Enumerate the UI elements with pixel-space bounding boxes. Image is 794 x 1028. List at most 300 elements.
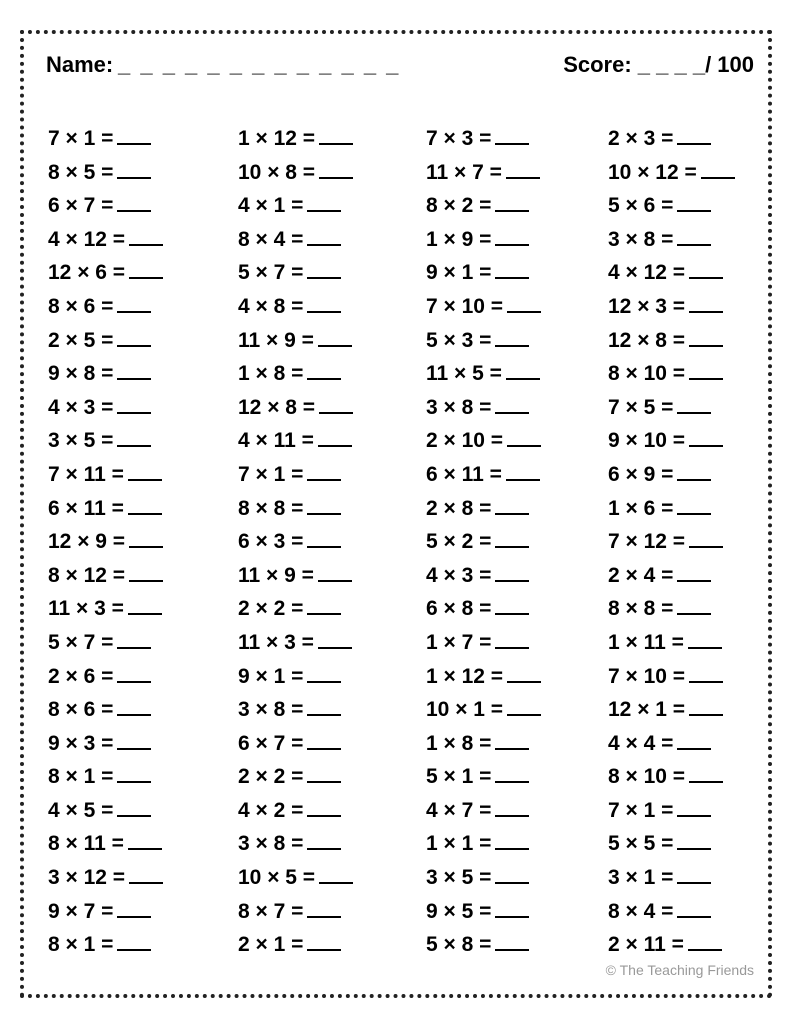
problem-row — [426, 492, 608, 526]
answer-blank[interactable] — [495, 125, 529, 145]
problem-row — [426, 122, 608, 156]
answer-blank[interactable] — [307, 830, 341, 850]
problem-expression: 11 × 5 = — [426, 362, 502, 386]
problem-row — [608, 895, 758, 929]
problem-expression: 4 × 1 = — [238, 194, 304, 218]
problem-expression: 8 × 4 = — [608, 899, 674, 923]
problem-row — [48, 324, 238, 358]
problem-expression: 6 × 11 = — [48, 496, 124, 520]
answer-blank[interactable] — [689, 763, 723, 783]
problem-row — [608, 122, 758, 156]
answer-blank[interactable] — [307, 495, 341, 515]
problem-expression: 3 × 8 = — [238, 832, 304, 856]
answer-blank[interactable] — [307, 293, 341, 313]
problem-row — [426, 223, 608, 257]
answer-blank[interactable] — [129, 226, 163, 246]
answer-blank[interactable] — [689, 528, 723, 548]
problem-row — [426, 861, 608, 895]
problem-expression: 11 × 3 = — [48, 597, 124, 621]
problem-row — [48, 256, 238, 290]
answer-blank[interactable] — [689, 327, 723, 347]
answer-blank[interactable] — [677, 192, 711, 212]
answer-blank[interactable] — [689, 360, 723, 380]
problem-expression: 10 × 5 = — [238, 866, 316, 890]
problem-expression: 6 × 9 = — [608, 462, 674, 486]
problem-column-2 — [238, 122, 426, 962]
answer-blank[interactable] — [677, 461, 711, 481]
answer-blank[interactable] — [307, 663, 341, 683]
answer-blank[interactable] — [318, 562, 352, 582]
problem-row — [608, 391, 758, 425]
problem-expression: 8 × 6 = — [48, 294, 114, 318]
problem-expression: 5 × 7 = — [238, 261, 304, 285]
problem-expression: 5 × 3 = — [426, 328, 492, 352]
answer-blank[interactable] — [307, 360, 341, 380]
answer-blank[interactable] — [307, 898, 341, 918]
answer-blank[interactable] — [677, 562, 711, 582]
problem-expression: 1 × 6 = — [608, 496, 674, 520]
problem-row — [48, 827, 238, 861]
problem-row — [48, 928, 238, 962]
problem-expression: 1 × 7 = — [426, 630, 492, 654]
problem-expression: 8 × 8 = — [238, 496, 304, 520]
problem-expression: 3 × 5 = — [48, 429, 114, 453]
problem-row — [426, 794, 608, 828]
problem-row — [48, 592, 238, 626]
answer-blank[interactable] — [701, 159, 735, 179]
answer-blank[interactable] — [128, 461, 162, 481]
problem-expression: 1 × 11 = — [608, 630, 684, 654]
problem-expression: 8 × 12 = — [48, 563, 126, 587]
answer-blank[interactable] — [495, 864, 529, 884]
problem-expression: 5 × 8 = — [426, 933, 492, 957]
answer-blank[interactable] — [677, 394, 711, 414]
problem-expression: 4 × 7 = — [426, 798, 492, 822]
problem-expression: 6 × 8 = — [426, 597, 492, 621]
problem-row — [48, 122, 238, 156]
copyright-footer: © The Teaching Friends — [605, 962, 754, 978]
problem-row — [48, 727, 238, 761]
answer-blank[interactable] — [677, 595, 711, 615]
answer-blank[interactable] — [117, 327, 151, 347]
problem-row — [48, 626, 238, 660]
problem-row — [238, 827, 426, 861]
answer-blank[interactable] — [307, 696, 341, 716]
problem-row — [238, 223, 426, 257]
problem-expression: 7 × 1 = — [48, 127, 114, 150]
problem-row — [48, 189, 238, 223]
problem-row — [238, 324, 426, 358]
answer-blank[interactable] — [495, 495, 529, 515]
problem-expression: 11 × 3 = — [238, 630, 314, 654]
problem-expression: 1 × 8 = — [238, 362, 304, 386]
problem-expression: 2 × 4 = — [608, 563, 674, 587]
problem-row — [238, 391, 426, 425]
problem-column-4 — [608, 122, 758, 962]
problem-column-3 — [426, 122, 608, 962]
problem-row — [238, 458, 426, 492]
problem-expression: 3 × 12 = — [48, 866, 126, 890]
problem-row — [238, 760, 426, 794]
problem-expression: 3 × 8 = — [426, 395, 492, 419]
problem-row — [608, 324, 758, 358]
problem-expression: 3 × 5 = — [426, 866, 492, 890]
answer-blank[interactable] — [689, 696, 723, 716]
problem-expression: 2 × 6 = — [48, 664, 114, 688]
problem-row — [48, 693, 238, 727]
problem-expression: 4 × 5 = — [48, 798, 114, 822]
answer-blank[interactable] — [307, 192, 341, 212]
problem-expression: 6 × 11 = — [426, 462, 502, 486]
problem-row — [238, 156, 426, 190]
answer-blank[interactable] — [507, 663, 541, 683]
answer-blank[interactable] — [129, 528, 163, 548]
problem-expression: 5 × 2 = — [426, 530, 492, 554]
problem-row — [426, 290, 608, 324]
problem-expression: 8 × 8 = — [608, 597, 674, 621]
problem-row — [608, 827, 758, 861]
problem-expression: 9 × 10 = — [608, 429, 686, 453]
problem-row — [426, 525, 608, 559]
answer-blank[interactable] — [677, 495, 711, 515]
answer-blank[interactable] — [677, 864, 711, 884]
answer-blank[interactable] — [495, 192, 529, 212]
worksheet-header — [46, 52, 754, 82]
answer-blank[interactable] — [677, 730, 711, 750]
answer-blank[interactable] — [129, 864, 163, 884]
problem-expression: 11 × 9 = — [238, 563, 314, 587]
answer-blank[interactable] — [319, 125, 353, 145]
answer-blank[interactable] — [117, 427, 151, 447]
answer-blank[interactable] — [495, 528, 529, 548]
problem-row — [608, 290, 758, 324]
answer-blank[interactable] — [117, 696, 151, 716]
problem-expression: 1 × 12 = — [426, 664, 504, 688]
problem-expression: 8 × 4 = — [238, 227, 304, 251]
problem-expression: 1 × 8 = — [426, 731, 492, 755]
problem-row — [48, 895, 238, 929]
answer-blank[interactable] — [307, 461, 341, 481]
problem-row — [48, 760, 238, 794]
answer-blank[interactable] — [307, 797, 341, 817]
problem-expression: 3 × 8 = — [608, 227, 674, 251]
answer-blank[interactable] — [495, 595, 529, 615]
problem-row — [48, 794, 238, 828]
answer-blank[interactable] — [506, 159, 540, 179]
problem-row — [48, 424, 238, 458]
problem-expression: 7 × 11 = — [48, 462, 124, 486]
problem-row — [608, 861, 758, 895]
problem-expression: 9 × 1 = — [238, 664, 304, 688]
problem-expression: 9 × 5 = — [426, 899, 492, 923]
problem-row — [426, 458, 608, 492]
answer-blank[interactable] — [117, 797, 151, 817]
problem-row — [608, 928, 758, 962]
problem-expression: 7 × 1 = — [608, 798, 674, 822]
answer-blank[interactable] — [307, 931, 341, 951]
answer-blank[interactable] — [128, 595, 162, 615]
answer-blank[interactable] — [117, 730, 151, 750]
problem-expression: 12 × 8 = — [608, 328, 686, 352]
answer-blank[interactable] — [688, 931, 722, 951]
problem-row — [238, 122, 426, 156]
name-label: Name: — [46, 52, 114, 77]
answer-blank[interactable] — [495, 898, 529, 918]
problem-expression: 9 × 1 = — [426, 261, 492, 285]
answer-blank[interactable] — [677, 797, 711, 817]
answer-blank[interactable] — [318, 427, 352, 447]
problem-row — [608, 458, 758, 492]
answer-blank[interactable] — [307, 226, 341, 246]
answer-blank[interactable] — [688, 629, 722, 649]
answer-blank[interactable] — [495, 629, 529, 649]
answer-blank[interactable] — [677, 898, 711, 918]
problem-expression: 11 × 7 = — [426, 160, 502, 184]
answer-blank[interactable] — [495, 730, 529, 750]
problem-expression: 10 × 12 = — [608, 160, 697, 184]
answer-blank[interactable] — [495, 394, 529, 414]
answer-blank[interactable] — [318, 327, 352, 347]
problem-expression: 7 × 5 = — [608, 395, 674, 419]
problem-row — [608, 256, 758, 290]
problem-row — [608, 357, 758, 391]
problem-expression: 8 × 6 = — [48, 698, 114, 722]
problem-expression: 8 × 11 = — [48, 832, 124, 856]
problem-row — [238, 660, 426, 694]
problem-expression: 9 × 3 = — [48, 731, 114, 755]
answer-blank[interactable] — [117, 629, 151, 649]
problem-row — [426, 626, 608, 660]
answer-blank[interactable] — [117, 125, 151, 145]
answer-blank[interactable] — [117, 293, 151, 313]
problem-row — [426, 424, 608, 458]
problem-row — [426, 156, 608, 190]
answer-blank[interactable] — [506, 360, 540, 380]
answer-blank[interactable] — [117, 394, 151, 414]
problem-row — [238, 727, 426, 761]
problem-expression: 4 × 4 = — [608, 731, 674, 755]
problem-expression: 6 × 3 = — [238, 530, 304, 554]
problem-row — [608, 727, 758, 761]
problem-row — [608, 794, 758, 828]
problem-row — [426, 256, 608, 290]
answer-blank[interactable] — [689, 293, 723, 313]
answer-blank[interactable] — [495, 259, 529, 279]
answer-blank[interactable] — [307, 730, 341, 750]
answer-blank[interactable] — [689, 259, 723, 279]
problem-row — [238, 357, 426, 391]
problem-row — [426, 693, 608, 727]
answer-blank[interactable] — [689, 663, 723, 683]
problem-expression: 1 × 12 = — [238, 127, 316, 150]
problem-expression: 4 × 12 = — [608, 261, 686, 285]
problem-expression: 12 × 3 = — [608, 294, 686, 318]
problem-expression: 12 × 8 = — [238, 395, 316, 419]
answer-blank[interactable] — [677, 125, 711, 145]
problem-expression: 2 × 3 = — [608, 127, 674, 150]
problem-expression: 8 × 1 = — [48, 933, 114, 957]
problem-row — [608, 525, 758, 559]
problem-row — [48, 525, 238, 559]
problem-expression: 1 × 1 = — [426, 832, 492, 856]
problem-row — [238, 492, 426, 526]
answer-blank[interactable] — [495, 931, 529, 951]
problem-expression: 2 × 5 = — [48, 328, 114, 352]
problem-expression: 9 × 8 = — [48, 362, 114, 386]
answer-blank[interactable] — [495, 562, 529, 582]
answer-blank[interactable] — [307, 528, 341, 548]
problem-expression: 5 × 6 = — [608, 194, 674, 218]
problem-row — [238, 794, 426, 828]
problem-row — [238, 861, 426, 895]
problem-expression: 5 × 5 = — [608, 832, 674, 856]
answer-blank[interactable] — [307, 763, 341, 783]
problem-expression: 12 × 6 = — [48, 261, 126, 285]
problem-row — [238, 559, 426, 593]
problem-expression: 4 × 2 = — [238, 798, 304, 822]
problem-grid — [48, 122, 758, 962]
problem-row — [608, 424, 758, 458]
answer-blank[interactable] — [117, 192, 151, 212]
answer-blank[interactable] — [677, 830, 711, 850]
problem-row — [238, 928, 426, 962]
answer-blank[interactable] — [128, 495, 162, 515]
problem-expression: 8 × 5 = — [48, 160, 114, 184]
problem-expression: 12 × 1 = — [608, 698, 686, 722]
problem-row — [48, 223, 238, 257]
problem-row — [608, 626, 758, 660]
problem-row — [426, 827, 608, 861]
problem-expression: 8 × 1 = — [48, 765, 114, 789]
problem-row — [48, 357, 238, 391]
answer-blank[interactable] — [129, 259, 163, 279]
answer-blank[interactable] — [307, 595, 341, 615]
answer-blank[interactable] — [318, 629, 352, 649]
answer-blank[interactable] — [495, 763, 529, 783]
problem-expression: 7 × 10 = — [426, 294, 504, 318]
answer-blank[interactable] — [128, 830, 162, 850]
problem-row — [238, 256, 426, 290]
answer-blank[interactable] — [495, 797, 529, 817]
problem-expression: 5 × 7 = — [48, 630, 114, 654]
problem-expression: 2 × 8 = — [426, 496, 492, 520]
problem-expression: 6 × 7 = — [48, 194, 114, 218]
problem-row — [238, 626, 426, 660]
problem-expression: 4 × 12 = — [48, 227, 126, 251]
problem-row — [608, 760, 758, 794]
answer-blank[interactable] — [677, 226, 711, 246]
problem-expression: 2 × 10 = — [426, 429, 504, 453]
problem-expression: 4 × 3 = — [426, 563, 492, 587]
answer-blank[interactable] — [307, 259, 341, 279]
problem-row — [426, 928, 608, 962]
problem-expression: 6 × 7 = — [238, 731, 304, 755]
problem-row — [426, 357, 608, 391]
problem-row — [608, 559, 758, 593]
problem-expression: 5 × 1 = — [426, 765, 492, 789]
problem-row — [238, 290, 426, 324]
problem-expression: 4 × 8 = — [238, 294, 304, 318]
answer-blank[interactable] — [495, 830, 529, 850]
answer-blank[interactable] — [117, 763, 151, 783]
problem-expression: 7 × 10 = — [608, 664, 686, 688]
problem-expression: 7 × 12 = — [608, 530, 686, 554]
problem-row — [48, 492, 238, 526]
problem-expression: 3 × 8 = — [238, 698, 304, 722]
problem-row — [426, 660, 608, 694]
problem-row — [608, 693, 758, 727]
answer-blank[interactable] — [495, 226, 529, 246]
problem-row — [238, 592, 426, 626]
answer-blank[interactable] — [689, 427, 723, 447]
answer-blank[interactable] — [117, 360, 151, 380]
problem-expression: 2 × 11 = — [608, 933, 684, 957]
problem-row — [426, 727, 608, 761]
answer-blank[interactable] — [507, 696, 541, 716]
answer-blank[interactable] — [319, 159, 353, 179]
problem-expression: 10 × 1 = — [426, 698, 504, 722]
answer-blank[interactable] — [319, 394, 353, 414]
problem-expression: 7 × 1 = — [238, 462, 304, 486]
answer-blank[interactable] — [117, 931, 151, 951]
problem-row — [426, 391, 608, 425]
answer-blank[interactable] — [117, 898, 151, 918]
problem-expression: 8 × 2 = — [426, 194, 492, 218]
problem-row — [48, 861, 238, 895]
problem-column-1 — [48, 122, 238, 962]
problem-row — [48, 458, 238, 492]
problem-row — [608, 660, 758, 694]
answer-blank[interactable] — [506, 461, 540, 481]
score-field[interactable]: Score: _ _ _ _/ 100 — [563, 52, 754, 77]
problem-row — [426, 592, 608, 626]
name-field[interactable]: _ _ _ _ _ _ _ _ _ _ _ _ _ — [118, 52, 401, 77]
problem-expression: 8 × 7 = — [238, 899, 304, 923]
problem-expression: 2 × 2 = — [238, 765, 304, 789]
problem-row — [238, 189, 426, 223]
problem-expression: 11 × 9 = — [238, 328, 314, 352]
problem-expression: 2 × 1 = — [238, 933, 304, 957]
problem-row — [608, 156, 758, 190]
problem-expression: 9 × 7 = — [48, 899, 114, 923]
problem-row — [608, 592, 758, 626]
problem-row — [426, 760, 608, 794]
problem-row — [426, 189, 608, 223]
problem-row — [238, 895, 426, 929]
problem-expression: 12 × 9 = — [48, 530, 126, 554]
problem-row — [426, 559, 608, 593]
answer-blank[interactable] — [129, 562, 163, 582]
answer-blank[interactable] — [495, 327, 529, 347]
answer-blank[interactable] — [507, 427, 541, 447]
problem-row — [238, 693, 426, 727]
problem-expression: 8 × 10 = — [608, 765, 686, 789]
problem-expression: 3 × 1 = — [608, 866, 674, 890]
answer-blank[interactable] — [507, 293, 541, 313]
answer-blank[interactable] — [319, 864, 353, 884]
problem-row — [426, 895, 608, 929]
problem-expression: 10 × 8 = — [238, 160, 316, 184]
answer-blank[interactable] — [117, 663, 151, 683]
problem-row — [48, 156, 238, 190]
problem-row — [48, 660, 238, 694]
problem-row — [426, 324, 608, 358]
problem-row — [48, 391, 238, 425]
answer-blank[interactable] — [117, 159, 151, 179]
problem-row — [608, 492, 758, 526]
problem-expression: 4 × 3 = — [48, 395, 114, 419]
problem-expression: 4 × 11 = — [238, 429, 314, 453]
